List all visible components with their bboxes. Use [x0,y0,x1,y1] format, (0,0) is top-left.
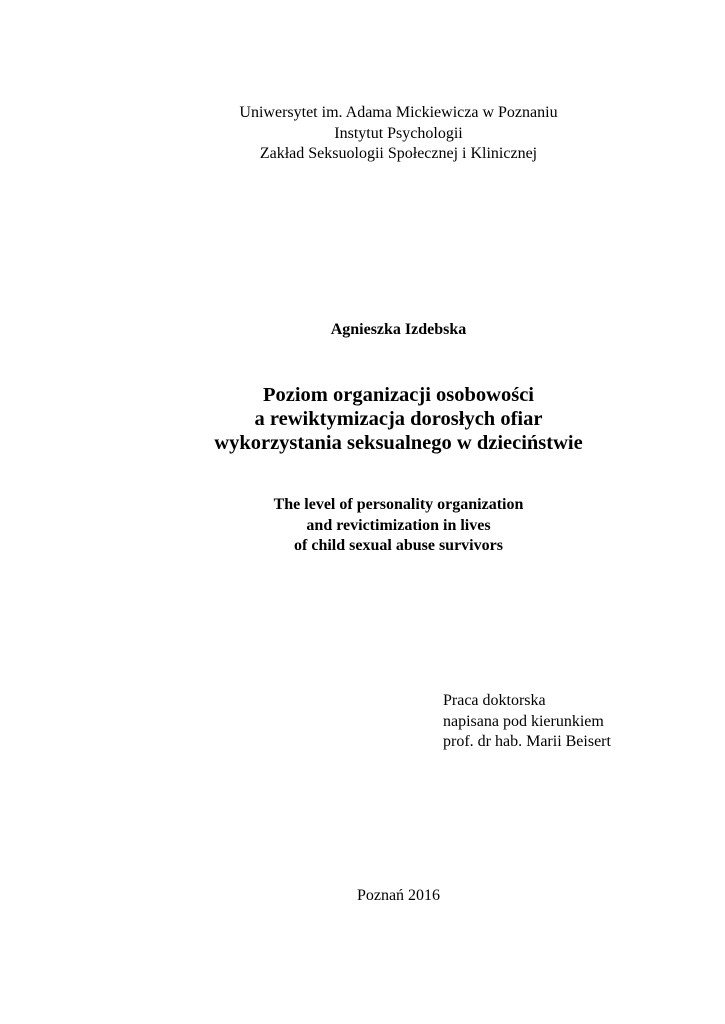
institute-name: Instytut Psychologii [334,124,463,142]
title-english [0,495,725,557]
place-year-text: Poznań 2016 [356,887,441,904]
thesis-type: Praca doktorska [443,692,546,709]
place-and-year [0,886,725,906]
university-name: Uniwersytet im. Adama Mickiewicza w Poznaniu [239,104,558,121]
supervisor-name: prof. dr hab. Marii Beisert [443,733,611,750]
author-name [0,320,725,340]
title-en-line-2: and revictimization in lives [306,516,491,534]
author-name-text: Agnieszka Izdebska [330,321,467,338]
title-pl-line-1: Poziom organizacji osobowości [262,384,534,406]
title-en-line-3: of child sexual abuse survivors [294,537,503,554]
title-pl-line-2: a rewiktymizacja dorosłych ofiar [254,408,543,430]
thesis-info [443,691,611,753]
department-name: Zakład Seksuologii Społecznej i Klinicznej [259,145,538,162]
institution-header [0,103,725,165]
title-polish [0,383,725,455]
title-en-line-1: The level of personality organization [273,496,524,513]
supervision-label: napisana pod kierunkiem [443,712,604,730]
title-pl-line-3: wykorzystania seksualnego w dzieciństwie [214,432,583,454]
